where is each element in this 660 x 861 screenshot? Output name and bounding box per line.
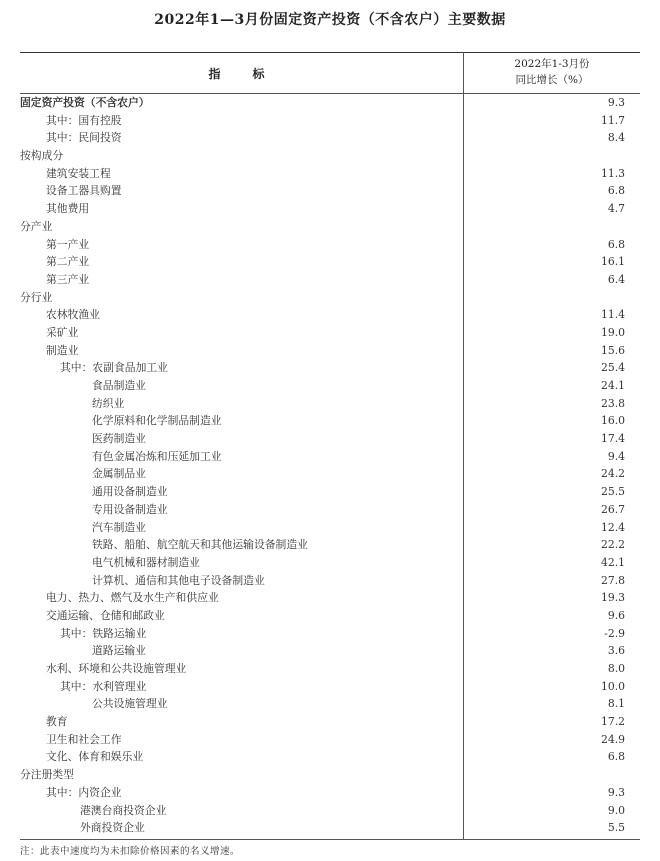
row-value: 6.8 — [607, 237, 625, 251]
row-value: 17.2 — [600, 715, 625, 729]
row-value: 24.9 — [600, 732, 625, 746]
row-label: 按构成分 — [20, 149, 64, 163]
table-row — [20, 572, 640, 590]
header-growth — [464, 56, 640, 88]
row-label: 采矿业 — [46, 325, 79, 339]
row-label: 纺织业 — [92, 396, 125, 410]
table-row — [20, 200, 640, 218]
row-value: 42.1 — [600, 555, 625, 569]
row-value: 24.1 — [600, 379, 625, 392]
table-row — [20, 253, 640, 271]
row-value: 6.8 — [607, 184, 625, 198]
table-row — [20, 784, 640, 802]
row-value: 11.4 — [600, 308, 625, 322]
table-row — [20, 271, 640, 289]
table-row — [20, 112, 640, 130]
table-row — [20, 359, 640, 377]
table-row — [20, 324, 640, 342]
row-label: 分产业 — [20, 219, 53, 233]
row-value: 5.5 — [607, 821, 625, 835]
table-row — [20, 430, 640, 448]
table-row — [20, 678, 640, 696]
table-row — [20, 448, 640, 466]
row-label: 汽车制造业 — [92, 520, 146, 534]
table-body — [20, 94, 640, 837]
column-divider — [463, 52, 464, 839]
row-value: 24.2 — [600, 467, 625, 481]
table-row — [20, 748, 640, 766]
row-label: 计算机、通信和其他电子设备制造业 — [92, 573, 265, 587]
row-label: 第二产业 — [46, 255, 90, 269]
table-row — [20, 713, 640, 731]
row-value: 11.3 — [600, 166, 625, 180]
row-value: 9.6 — [607, 608, 625, 622]
row-label: 其中：农副食品加工业 — [60, 361, 168, 375]
table-row — [20, 218, 640, 236]
row-label: 公共设施管理业 — [92, 697, 168, 711]
row-value: 3.6 — [607, 644, 625, 658]
row-label: 港澳台商投资企业 — [80, 803, 167, 817]
row-value: 15.6 — [600, 343, 625, 357]
row-value: 6.8 — [607, 750, 625, 764]
table-row — [20, 129, 640, 147]
row-label: 第一产业 — [46, 237, 90, 251]
row-label: 分注册类型 — [20, 768, 74, 782]
row-label: 制造业 — [46, 343, 79, 357]
row-label: 卫生和社会工作 — [46, 732, 122, 746]
table-bottom-rule — [20, 839, 640, 840]
table-row — [20, 395, 640, 413]
row-value: 9.4 — [607, 449, 625, 463]
row-value: 25.5 — [600, 485, 625, 499]
row-label: 其中：民间投资 — [46, 131, 122, 145]
table-row — [20, 519, 640, 537]
table-row — [20, 412, 640, 430]
header-indicator: 指 标 — [20, 53, 464, 93]
row-label: 水利、环境和公共设施管理业 — [46, 662, 187, 675]
row-label: 第三产业 — [46, 272, 90, 286]
row-label: 有色金属冶炼和压延加工业 — [92, 449, 222, 463]
row-value: 8.4 — [607, 131, 625, 145]
row-label: 金属制品业 — [92, 467, 146, 481]
table-row — [20, 236, 640, 254]
row-value: 16.0 — [600, 414, 625, 428]
row-label: 其中：内资企业 — [46, 785, 122, 799]
row-label: 化学原料和化学制品制造业 — [92, 414, 222, 428]
page-title: 2022年1—3月份固定资产投资（不含农户）主要数据 — [154, 12, 506, 28]
table-row — [20, 695, 640, 713]
row-label: 其他费用 — [46, 202, 90, 216]
row-value: 22.2 — [600, 538, 625, 552]
table-header — [20, 53, 640, 94]
row-value: 27.8 — [600, 573, 625, 587]
table-row — [20, 554, 640, 572]
table-row — [20, 289, 640, 307]
row-value: 8.0 — [607, 662, 625, 675]
row-value: 6.4 — [607, 272, 625, 286]
row-value: 4.7 — [607, 202, 625, 216]
row-value: 9.3 — [607, 785, 625, 799]
row-label: 其中：水利管理业 — [60, 679, 147, 693]
table-row — [20, 642, 640, 660]
row-label: 教育 — [46, 715, 68, 729]
row-label: 交通运输、仓储和邮政业 — [46, 608, 165, 622]
row-value: 26.7 — [600, 502, 625, 516]
row-label: 外商投资企业 — [80, 821, 145, 835]
table-row — [20, 465, 640, 483]
table-row — [20, 589, 640, 607]
row-value: 12.4 — [600, 520, 625, 534]
table-row — [20, 607, 640, 625]
row-value: 17.4 — [600, 432, 625, 446]
table-row — [20, 660, 640, 678]
row-label: 文化、体育和娱乐业 — [46, 750, 144, 764]
table-row — [20, 802, 640, 820]
table-row — [20, 766, 640, 784]
row-label: 道路运输业 — [92, 644, 146, 658]
row-value: 8.1 — [607, 697, 625, 711]
row-label: 医药制造业 — [92, 432, 146, 446]
table-row — [20, 165, 640, 183]
row-value: 16.1 — [600, 255, 625, 269]
table-row — [20, 342, 640, 360]
table-row — [20, 483, 640, 501]
row-label: 建筑安装工程 — [46, 166, 111, 180]
table-row — [20, 306, 640, 324]
row-value: 9.0 — [607, 803, 625, 817]
table-row — [20, 94, 640, 112]
row-label: 分行业 — [20, 290, 53, 304]
row-value: 19.3 — [600, 591, 625, 605]
row-value: -2.9 — [604, 626, 625, 640]
row-label: 专用设备制造业 — [92, 502, 168, 516]
row-label: 电气机械和器材制造业 — [92, 555, 200, 569]
table-row — [20, 182, 640, 200]
row-label: 农林牧渔业 — [46, 308, 100, 322]
row-value: 25.4 — [600, 361, 625, 375]
row-label: 通用设备制造业 — [92, 485, 168, 499]
row-label: 其中：铁路运输业 — [60, 626, 147, 640]
header-period: 2022年1-3月份 — [514, 58, 590, 70]
row-label: 其中：国有控股 — [46, 113, 122, 127]
row-value: 10.0 — [600, 679, 625, 693]
table-row — [20, 731, 640, 749]
data-table — [20, 52, 640, 837]
row-value: 23.8 — [600, 396, 625, 410]
row-value: 19.0 — [600, 325, 625, 339]
table-row — [20, 625, 640, 643]
table-row — [20, 501, 640, 519]
row-label: 食品制造业 — [92, 379, 146, 392]
row-label: 设备工器具购置 — [46, 184, 122, 198]
row-label: 固定资产投资（不含农户） — [20, 96, 150, 109]
table-row — [20, 536, 640, 554]
table-row — [20, 147, 640, 165]
table-row — [20, 377, 640, 395]
header-growth-label: 同比增长（%） — [515, 74, 589, 86]
row-value: 9.3 — [607, 96, 625, 109]
footnote: 注：此表中速度均为未扣除价格因素的名义增速。 — [20, 846, 241, 857]
row-label: 铁路、船舶、航空航天和其他运输设备制造业 — [92, 538, 308, 552]
row-label: 电力、热力、燃气及水生产和供应业 — [46, 591, 219, 605]
table-row — [20, 819, 640, 837]
row-value: 11.7 — [600, 113, 625, 127]
